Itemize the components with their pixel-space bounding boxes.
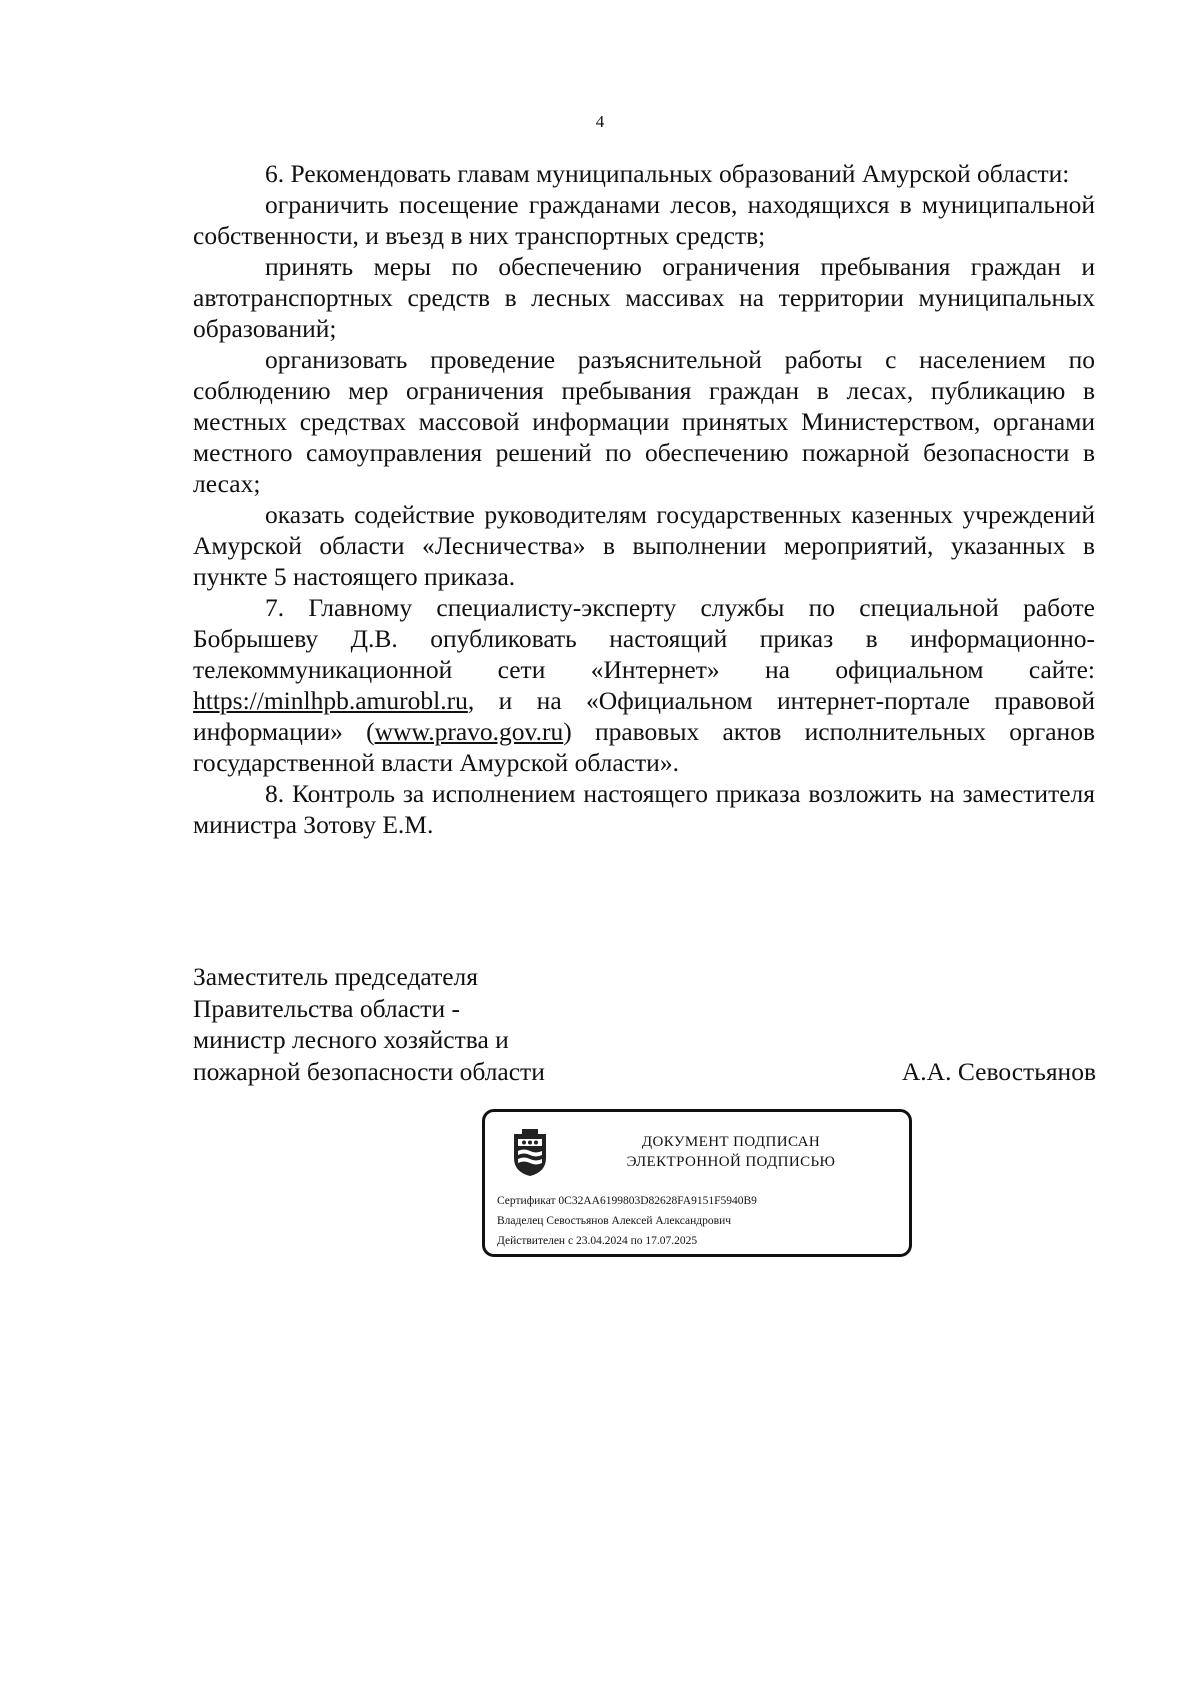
signature-stamp-title (565, 1132, 897, 1172)
coat-of-arms-icon (510, 1128, 550, 1178)
paragraph-7-text-2: , и на «Официальном интернет-портале правовой информации» ( (193, 686, 1095, 746)
paragraph-7-text-1: 7. Главному специалисту-эксперту службы по специальной работе Бобрышеву Д.В. опубликовать настоящий приказ в информационно-телекоммуникационной сети «Интернет» на официальном сайте: (193, 593, 1095, 684)
signature-stamp-title-line: ДОКУМЕНТ ПОДПИСАН (641, 1134, 821, 1150)
ministry-website-link[interactable]: https://minlhpb.amurobl.ru (193, 686, 468, 715)
paragraph-7-text-3: ) правовых актов исполнительных органов государственной власти Амурской области». (193, 717, 1095, 777)
signatory-title (193, 961, 545, 1087)
signature-stamp-title-line: ЭЛЕКТРОННОЙ ПОДПИСЬЮ (626, 1154, 836, 1170)
page-number: 4 (595, 112, 605, 131)
certificate-number: Сертификат 0C32AA6199803D82628FA9151F5940B9 (497, 1195, 757, 1207)
certificate-owner: Владелец Севостьянов Алексей Александрович (497, 1215, 732, 1227)
paragraph-7 (193, 592, 1095, 778)
pravo-portal-link[interactable]: www.pravo.gov.ru (374, 717, 564, 746)
signatory-title-line: министр лесного хозяйства и (193, 1025, 509, 1054)
paragraph-6-item-4: оказать содействие руководителям государственных казенных учреждений Амурской области «Лесничества» в выполнении мероприятий, указанных в пункте 5 настоящего приказа. (193, 500, 1095, 591)
signatory-title-line: пожарной безопасности области (193, 1056, 545, 1086)
signatory-title-line: Правительства области - (193, 993, 460, 1023)
paragraph-6-item-2: принять меры по обеспечению ограничения пребывания граждан и автотранспортных средств в лесных массивах на территории муниципальных образований; (193, 252, 1095, 343)
document-body (193, 158, 1095, 840)
electronic-signature-stamp (482, 1109, 912, 1257)
signatory-title-line: Заместитель председателя (193, 962, 478, 991)
paragraph-6: 6. Рекомендовать главам муниципальных образований Амурской области: (265, 159, 1070, 188)
signer-name: А.А. Севостьянов (901, 1057, 1096, 1086)
signature-stamp-details (497, 1191, 901, 1251)
paragraph-6-item-1: ограничить посещение гражданами лесов, находящихся в муниципальной собственности, и въезд в них транспортных средств; (193, 190, 1095, 250)
certificate-validity: Действителен с 23.04.2024 по 17.07.2025 (497, 1235, 698, 1247)
paragraph-8: 8. Контроль за исполнением настоящего приказа возложить на заместителя министра Зотову Е.М. (193, 779, 1095, 839)
paragraph-6-item-3: организовать проведение разъяснительной работы с населением по соблюдению мер ограничения пребывания граждан в лесах, публикацию в местных средствах массовой информации принятых Министерством, органами местного самоуправления решений по обеспечению пожарной безопасности в лесах; (193, 345, 1095, 498)
